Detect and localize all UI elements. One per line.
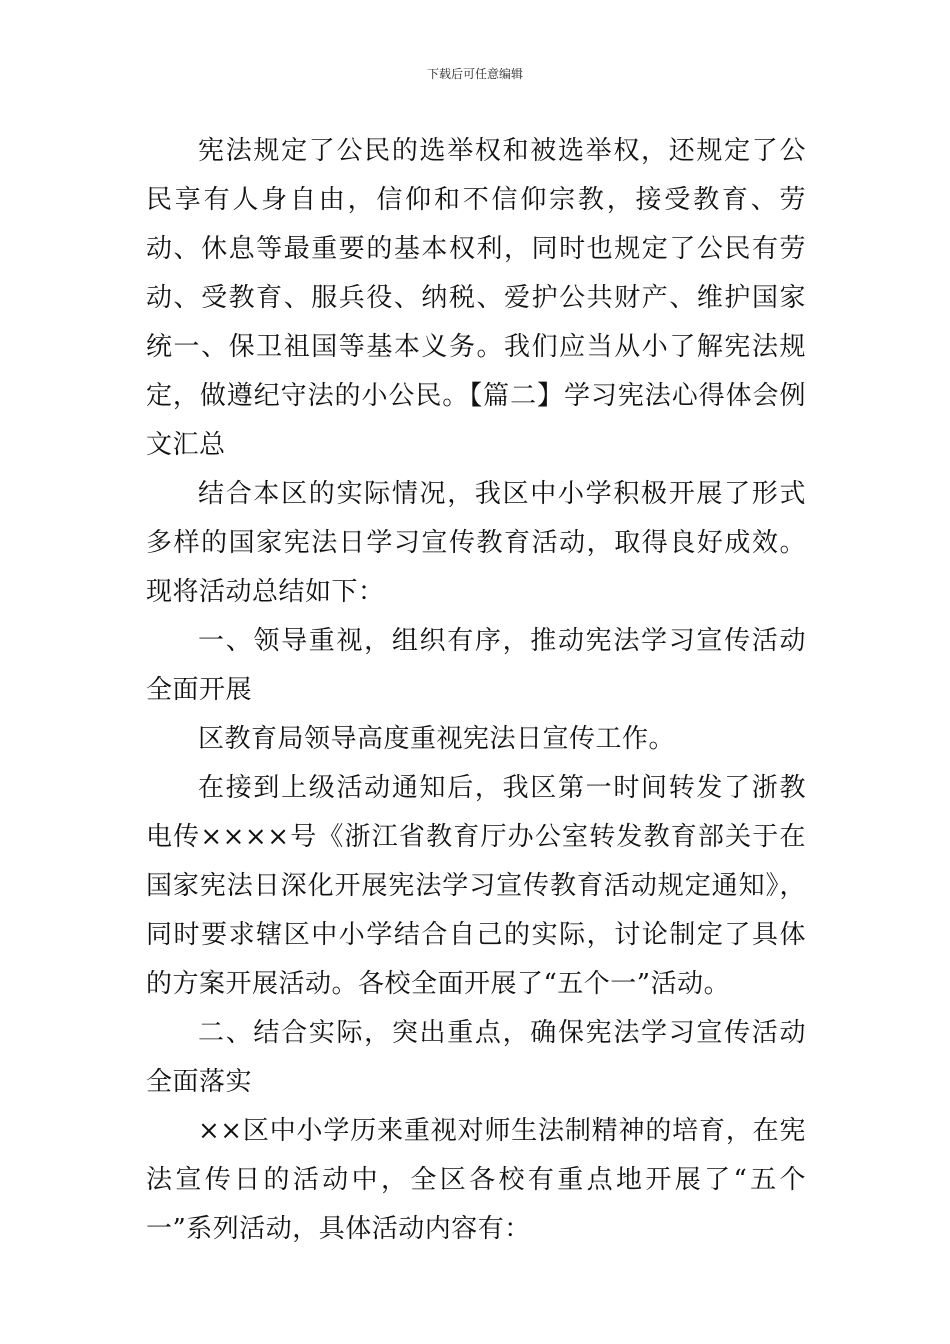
paragraph-1: 宪法规定了公民的选举权和被选举权，还规定了公民享有人身自由，信仰和不信仰宗教，接受教育、劳动、休息等最重要的基本权利，同时也规定了公民有劳动、受教育、服兵役、纳税、爱护公共财产、维护国家统一、保卫祖国等基本义务。我们应当从小了解宪法规定，做遵纪守法的小公民。【篇二】学习宪法心得体会例文汇总 <box>146 136 806 460</box>
paragraph-2: 结合本区的实际情况，我区中小学积极开展了形式多样的国家宪法日学习宣传教育活动，取得良好成效。现将活动总结如下： <box>146 479 806 607</box>
paragraph-3: 一、领导重视，组织有序，推动宪法学习宣传活动全面开展 <box>146 626 806 705</box>
paragraph-7: ××区中小学历来重视对师生法制精神的培育，在宪法宣传日的活动中，全区各校有重点地开展了“五个一”系列活动，具体活动内容有： <box>146 1116 806 1244</box>
paragraph-4: 区教育局领导高度重视宪法日宣传工作。 <box>198 724 676 754</box>
paragraph-5: 在接到上级活动通知后，我区第一时间转发了浙教电传××××号《浙江省教育厅办公室转发教育部关于在国家宪法日深化开展宪法学习宣传教育活动规定通知》，同时要求辖区中小学结合自己的实际，讨论制定了具体的方案开展活动。各校全面开展了“五个一”活动。 <box>146 773 806 999</box>
document-body <box>146 127 806 1254</box>
page-header-note: 下载后可任意编辑 <box>426 67 523 81</box>
paragraph-6: 二、结合实际，突出重点，确保宪法学习宣传活动全面落实 <box>146 1018 806 1097</box>
